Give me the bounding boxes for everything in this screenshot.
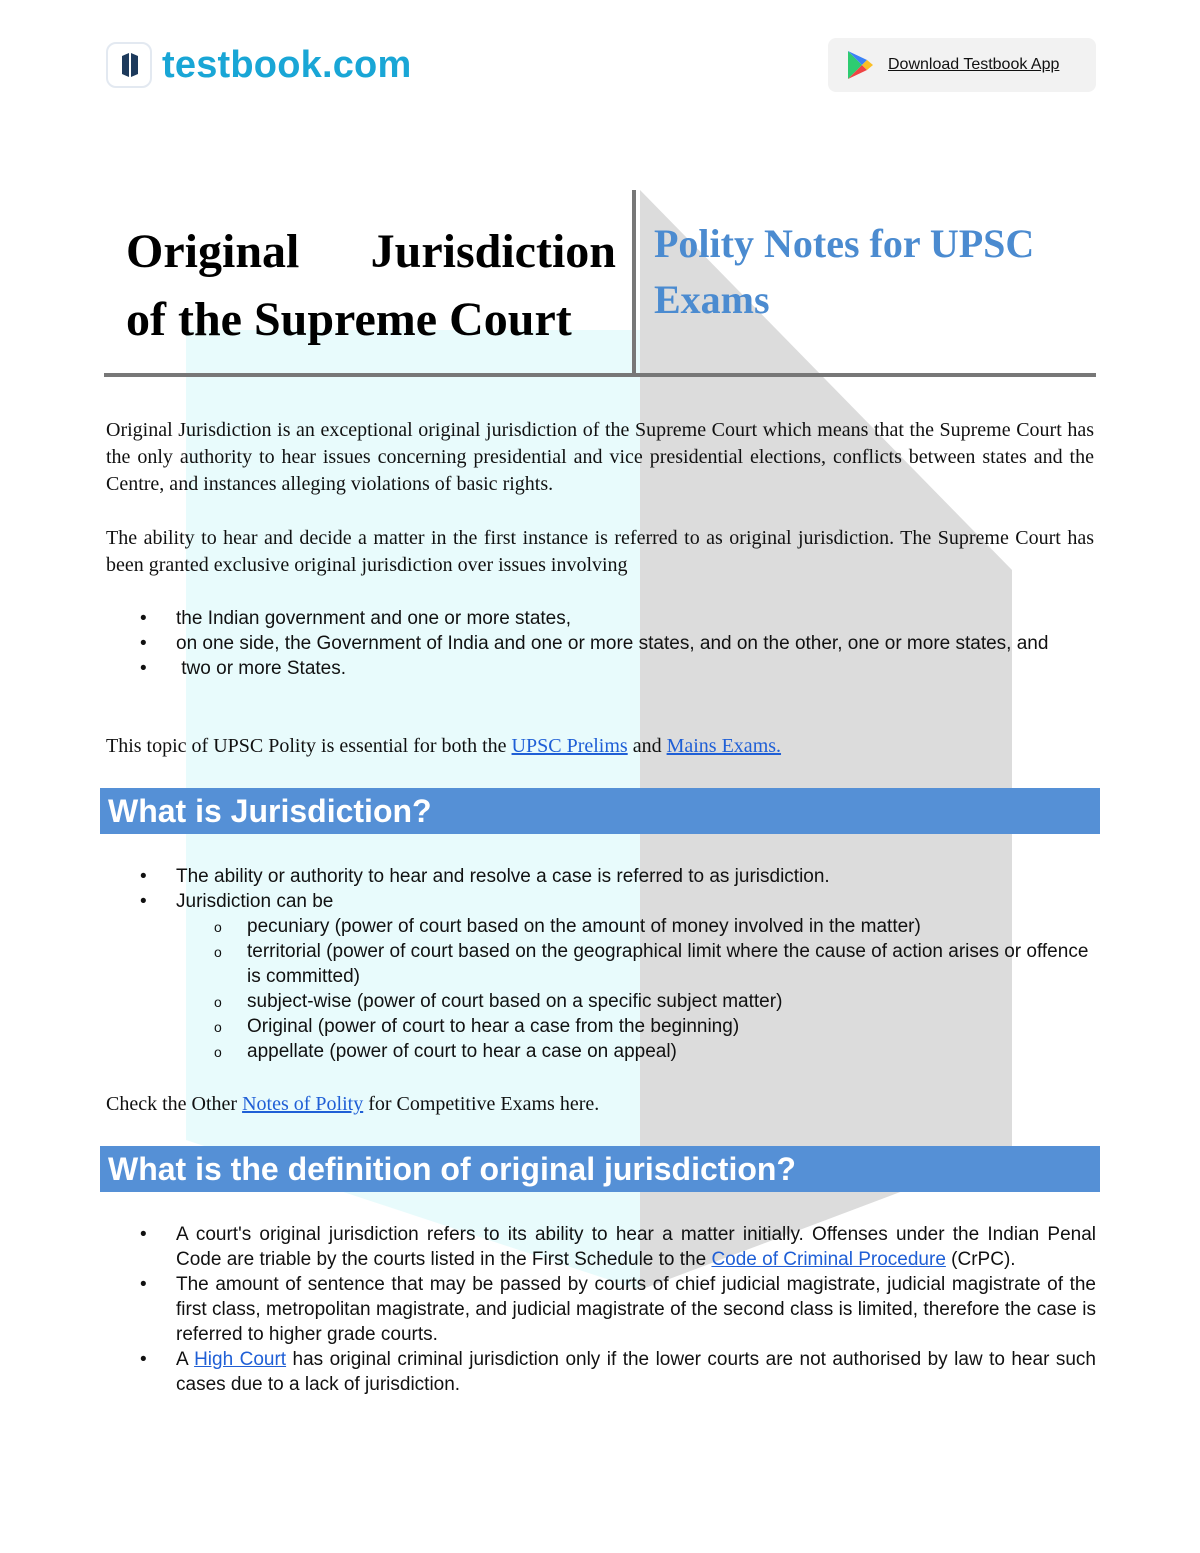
sub-bullet-icon: o [214, 944, 222, 960]
definition-list [106, 1222, 1096, 1397]
bullet-icon: • [140, 608, 147, 629]
logo-text: testbook.com [162, 43, 412, 86]
page-subtitle: Polity Notes for UPSC Exams [654, 221, 1035, 322]
title-line-1: Original Jurisdiction [126, 225, 616, 278]
list-item: • the Indian government and one or more states, [140, 608, 572, 629]
testbook-logo[interactable] [106, 42, 411, 88]
list-item: • Jurisdiction can be [140, 891, 334, 912]
list-item: • The ability or authority to hear and resolve a case is referred to as jurisdiction. [140, 866, 830, 887]
intro-paragraph-1: Original Jurisdiction is an exceptional original jurisdiction of the Supreme Court which means that the Supreme Court has the only authority to hear issues concerning presidential and vice presidential elections, conflicts between states and the Centre, and instances alleging violations of basic rights. [106, 419, 1094, 495]
section-heading-definition: What is the definition of original jurisdiction? [100, 1146, 1100, 1192]
code-of-criminal-procedure-link[interactable]: Code of Criminal Procedure [711, 1249, 946, 1270]
sub-list-item: o territorial (power of court based on the geographical limit where the cause of action arises or offence is committed) [214, 941, 1089, 987]
title-line-2: of the Supreme Court [126, 293, 572, 346]
testbook-logo-icon [106, 42, 152, 88]
intro-bullet-list [106, 606, 1096, 681]
page-header [0, 0, 1200, 120]
bullet-icon: • [140, 658, 147, 679]
intro-paragraph-2: The ability to hear and decide a matter in the first instance is referred to as original jurisdiction. The Supreme Court has been granted exclusive original jurisdiction over issues involving [106, 527, 1094, 576]
bullet-icon: • [140, 891, 147, 912]
download-app-button[interactable] [828, 38, 1096, 92]
upsc-prelims-link[interactable]: UPSC Prelims [511, 735, 628, 757]
title-block [104, 190, 1096, 378]
download-app-link[interactable]: Download Testbook App [888, 56, 1060, 73]
bullet-icon: • [140, 866, 147, 887]
title-vertical-divider [632, 190, 636, 374]
list-item: • A court's original jurisdiction refers to its ability to hear a matter initially. Offenses under the Indian Penal Code are triable by the courts listed in the First Schedule to the Code of Criminal Procedure (CrPC). [140, 1224, 1096, 1270]
sub-bullet-icon: o [214, 1019, 222, 1035]
other-notes-paragraph: Check the Other Notes of Polity for Competitive Exams here. [106, 1093, 600, 1115]
sub-list-item: o appellate (power of court to hear a case on appeal) [106, 1039, 1096, 1064]
list-item: • two or more States. [140, 658, 347, 679]
title-horizontal-divider [104, 373, 1096, 377]
upsc-topic-paragraph: This topic of UPSC Polity is essential for both the UPSC Prelims and Mains Exams. [106, 735, 782, 757]
mains-exams-link[interactable]: Mains Exams. [666, 735, 782, 757]
jurisdiction-list [106, 864, 1096, 1064]
notes-of-polity-link[interactable]: Notes of Polity [242, 1093, 364, 1115]
bullet-icon: • [140, 1274, 147, 1295]
sub-list-item: o subject-wise (power of court based on a specific subject matter) [106, 989, 1096, 1014]
bullet-icon: • [140, 1349, 147, 1370]
section-heading-jurisdiction: What is Jurisdiction? [100, 788, 1100, 834]
list-item: • A High Court has original criminal jurisdiction only if the lower courts are not authorised by law to hear such cases due to a lack of jurisdiction. [140, 1349, 1096, 1395]
sub-bullet-icon: o [214, 1044, 222, 1060]
bullet-icon: • [140, 633, 147, 654]
sub-bullet-icon: o [214, 994, 222, 1010]
list-item: • The amount of sentence that may be passed by courts of chief judicial magistrate, judicial magistrate of the first class, metropolitan magistrate, and judicial magistrate of the second class is limited, therefore the case is referred to higher grade courts. [140, 1274, 1096, 1345]
bullet-icon: • [140, 1224, 147, 1245]
page-title [126, 218, 616, 354]
high-court-link[interactable]: High Court [194, 1349, 287, 1370]
sub-bullet-icon: o [214, 919, 222, 935]
list-item: • on one side, the Government of India and one or more states, and on the other, one or more states, and [140, 633, 1049, 654]
sub-list-item: o Original (power of court to hear a case from the beginning) [106, 1014, 1096, 1039]
sub-list-item: o pecuniary (power of court based on the amount of money involved in the matter) [106, 914, 1096, 939]
google-play-icon [846, 50, 874, 80]
